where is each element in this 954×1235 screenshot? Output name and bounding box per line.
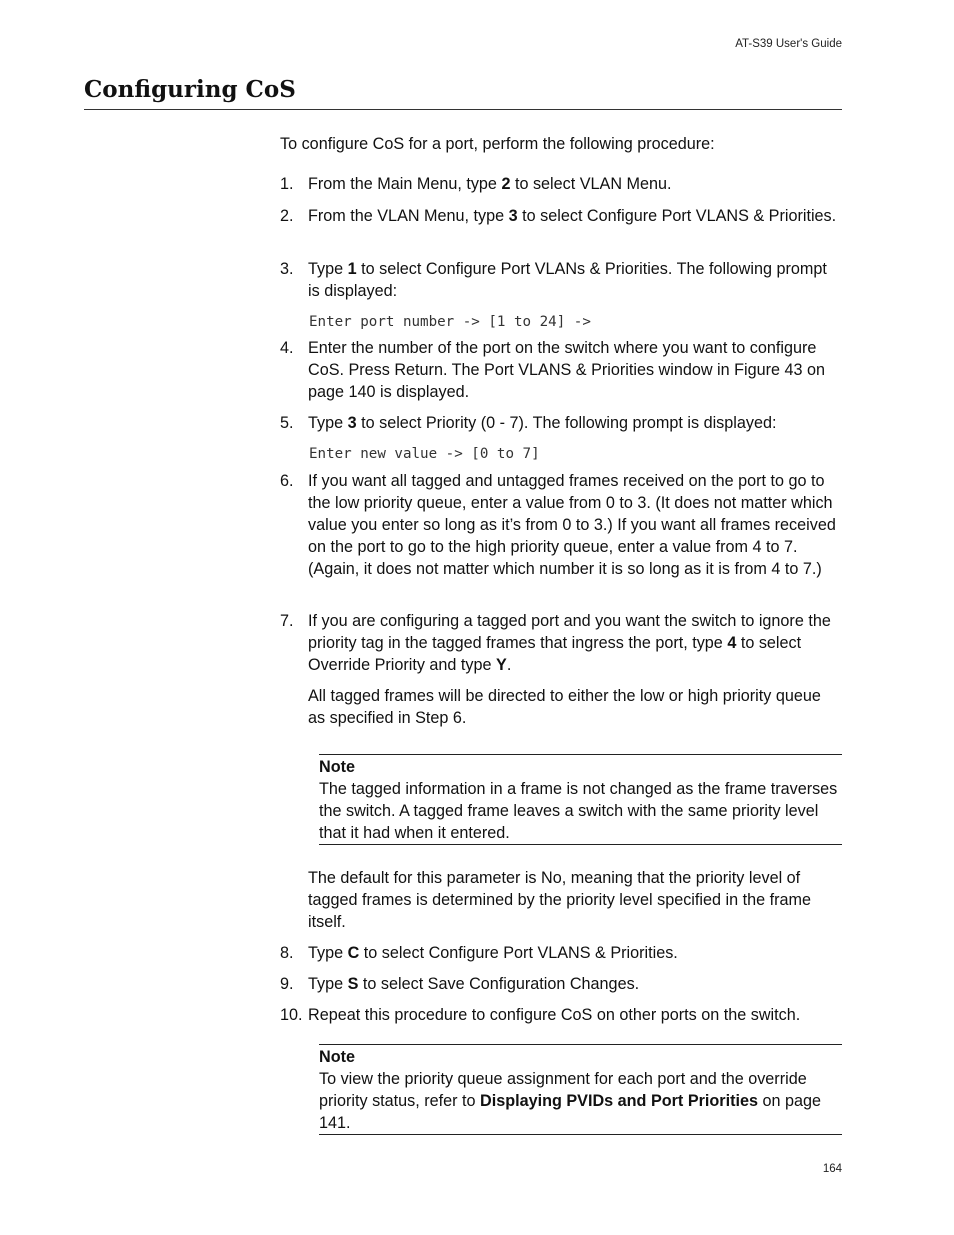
step-4: [280, 337, 842, 403]
step-number: 9.: [280, 975, 294, 993]
step-number: 5.: [280, 414, 294, 432]
step-8: [280, 942, 842, 964]
step-6: [280, 470, 842, 580]
note-box: [319, 1044, 842, 1135]
step-number: 1.: [280, 175, 294, 193]
step-number: 7.: [280, 612, 294, 630]
title-divider: [84, 109, 842, 110]
running-header: AT-S39 User's Guide: [735, 38, 842, 50]
step-text: Type C to select Configure Port VLANS & Priorities.: [308, 944, 678, 962]
step-text: Type 1 to select Configure Port VLANs & Priorities. The following prompt is displayed:: [308, 260, 827, 300]
step-text: Repeat this procedure to configure CoS on other ports on the switch.: [308, 1006, 801, 1024]
step-text: If you want all tagged and untagged frames received on the port to go to the low priority queue, enter a value from 0 to 3. (It does not matter which value you enter so long as it’s from 0 to 3.) If you want all frames received on the port to go to the high priority queue, enter a value from 4 to 7. (Again, it does not matter which number it is so long as it is from 4 to 7.): [308, 472, 836, 578]
step-3: [280, 258, 842, 302]
note-text: The tagged information in a frame is not changed as the frame traverses the switch. A tagged frame leaves a switch with the same priority level that it had when it entered.: [319, 780, 838, 842]
step-text: Enter the number of the port on the switch where you want to configure CoS. Press Return. The Port VLANS & Priorities window in Figure 43 on page 140 is displayed.: [308, 339, 826, 401]
note-title: Note: [319, 758, 355, 776]
step-7: [280, 610, 842, 676]
step-1: [280, 173, 842, 195]
step-text: If you are configuring a tagged port and you want the switch to ignore the priority tag in the tagged frames that ingress the port, type 4 to select Override Priority and type Y.: [308, 612, 831, 674]
intro-text: To configure CoS for a port, perform the following procedure:: [280, 135, 715, 153]
step-number: 6.: [280, 472, 294, 490]
step-number: 4.: [280, 339, 294, 357]
step-10: [280, 1004, 842, 1026]
step-5: [280, 412, 842, 434]
step-number: 10.: [280, 1006, 303, 1024]
note-text: To view the priority queue assignment for each port and the override priority status, refer to Displaying PVIDs and Port Priorities on page 141.: [319, 1070, 822, 1132]
step-number: 8.: [280, 944, 294, 962]
note-box: [319, 754, 842, 845]
step-text: Type S to select Save Configuration Changes.: [308, 975, 640, 993]
default-paragraph: The default for this parameter is No, meaning that the priority level of tagged frames is determined by the priority level specified in the frame itself.: [308, 869, 811, 931]
step-7-followup: All tagged frames will be directed to either the low or high priority queue as specified in Step 6.: [308, 687, 821, 727]
step-text: From the VLAN Menu, type 3 to select Configure Port VLANS & Priorities.: [308, 207, 837, 225]
value-prompt-code: Enter new value -> [0 to 7]: [309, 446, 540, 462]
page-number: 164: [822, 1163, 842, 1175]
step-number: 2.: [280, 207, 294, 225]
step-text: From the Main Menu, type 2 to select VLAN Menu.: [308, 175, 672, 193]
note-title: Note: [319, 1048, 355, 1066]
step-2: [280, 205, 842, 227]
step-number: 3.: [280, 260, 294, 278]
port-prompt-code: Enter port number -> [1 to 24] ->: [309, 314, 591, 330]
step-text: Type 3 to select Priority (0 - 7). The following prompt is displayed:: [308, 414, 777, 432]
section-title: Configuring CoS: [84, 76, 296, 103]
cross-reference-link[interactable]: Displaying PVIDs and Port Priorities: [480, 1092, 758, 1110]
step-9: [280, 973, 842, 995]
